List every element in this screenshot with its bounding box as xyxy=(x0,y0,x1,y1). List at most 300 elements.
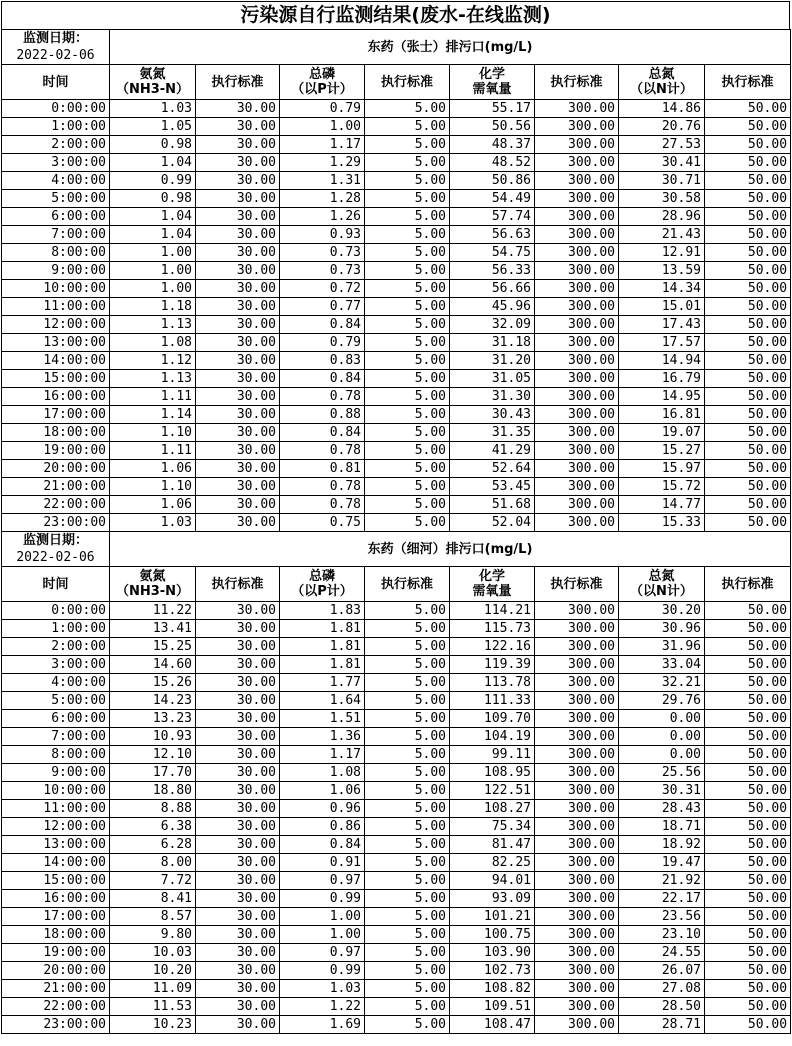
cell-total-nitrogen: 15.01 xyxy=(619,298,705,316)
cell-ammonia-standard: 30.00 xyxy=(196,478,280,496)
cell-cod: 32.09 xyxy=(450,316,535,334)
table-row xyxy=(2,872,791,890)
cell-ammonia-nitrogen: 1.18 xyxy=(110,298,196,316)
cell-ammonia-nitrogen: 0.98 xyxy=(110,190,196,208)
table-row xyxy=(2,100,791,118)
cell-cod-standard: 300.00 xyxy=(535,514,619,532)
cell-ammonia-nitrogen: 15.26 xyxy=(110,674,196,692)
cell-total-nitrogen: 30.96 xyxy=(619,620,705,638)
cell-nitrogen-standard: 50.00 xyxy=(705,352,791,370)
cell-time: 3:00:00 xyxy=(2,656,110,674)
cell-time: 22:00:00 xyxy=(2,496,110,514)
monitor-date-value: 2022-02-06 xyxy=(16,48,95,63)
cell-nitrogen-standard: 50.00 xyxy=(705,692,791,710)
cell-time: 12:00:00 xyxy=(2,818,110,836)
cell-cod: 82.25 xyxy=(450,854,535,872)
cell-total-phosphorus: 0.84 xyxy=(280,316,365,334)
cell-time: 0:00:00 xyxy=(2,100,110,118)
cell-cod-standard: 300.00 xyxy=(535,800,619,818)
cell-total-phosphorus: 0.78 xyxy=(280,442,365,460)
cell-total-nitrogen: 20.76 xyxy=(619,118,705,136)
cell-time: 14:00:00 xyxy=(2,854,110,872)
cell-ammonia-nitrogen: 14.60 xyxy=(110,656,196,674)
table-row xyxy=(2,890,791,908)
cell-total-phosphorus: 0.96 xyxy=(280,800,365,818)
column-header-nitrogen-standard: 执行标准 xyxy=(705,65,791,100)
cell-time: 17:00:00 xyxy=(2,406,110,424)
cell-ammonia-standard: 30.00 xyxy=(196,674,280,692)
cell-total-phosphorus: 0.99 xyxy=(280,962,365,980)
cell-cod: 122.16 xyxy=(450,638,535,656)
cell-ammonia-nitrogen: 10.93 xyxy=(110,728,196,746)
cell-total-nitrogen: 30.58 xyxy=(619,190,705,208)
table-row xyxy=(2,496,791,514)
cell-phosphorus-standard: 5.00 xyxy=(365,334,450,352)
cell-total-nitrogen: 27.08 xyxy=(619,980,705,998)
cell-nitrogen-standard: 50.00 xyxy=(705,602,791,620)
cell-cod-standard: 300.00 xyxy=(535,926,619,944)
cell-ammonia-nitrogen: 1.05 xyxy=(110,118,196,136)
cell-ammonia-nitrogen: 10.23 xyxy=(110,1016,196,1034)
cell-nitrogen-standard: 50.00 xyxy=(705,1016,791,1034)
table-row xyxy=(2,602,791,620)
cell-time: 7:00:00 xyxy=(2,728,110,746)
cell-nitrogen-standard: 50.00 xyxy=(705,280,791,298)
cell-nitrogen-standard: 50.00 xyxy=(705,118,791,136)
cell-cod: 56.66 xyxy=(450,280,535,298)
table-row xyxy=(2,172,791,190)
cell-cod: 119.39 xyxy=(450,656,535,674)
cell-cod: 31.35 xyxy=(450,424,535,442)
column-header-cod: 化学 需氧量 xyxy=(450,65,535,100)
cell-time: 9:00:00 xyxy=(2,764,110,782)
cell-nitrogen-standard: 50.00 xyxy=(705,478,791,496)
table-row xyxy=(2,656,791,674)
cell-total-phosphorus: 0.78 xyxy=(280,478,365,496)
cell-phosphorus-standard: 5.00 xyxy=(365,154,450,172)
cell-cod: 94.01 xyxy=(450,872,535,890)
column-header-time: 时间 xyxy=(2,567,110,602)
cell-phosphorus-standard: 5.00 xyxy=(365,746,450,764)
cell-ammonia-standard: 30.00 xyxy=(196,406,280,424)
table-row xyxy=(2,854,791,872)
table-row xyxy=(2,298,791,316)
cell-ammonia-nitrogen: 1.11 xyxy=(110,442,196,460)
table-row xyxy=(2,442,791,460)
table-row xyxy=(2,118,791,136)
cell-ammonia-nitrogen: 8.00 xyxy=(110,854,196,872)
cell-cod: 109.51 xyxy=(450,998,535,1016)
cell-ammonia-nitrogen: 1.12 xyxy=(110,352,196,370)
cell-ammonia-nitrogen: 8.88 xyxy=(110,800,196,818)
table-row xyxy=(2,352,791,370)
cell-total-nitrogen: 28.43 xyxy=(619,800,705,818)
cell-cod-standard: 300.00 xyxy=(535,692,619,710)
cell-cod: 56.33 xyxy=(450,262,535,280)
cell-nitrogen-standard: 50.00 xyxy=(705,334,791,352)
cell-phosphorus-standard: 5.00 xyxy=(365,962,450,980)
cell-nitrogen-standard: 50.00 xyxy=(705,100,791,118)
cell-cod-standard: 300.00 xyxy=(535,172,619,190)
cell-nitrogen-standard: 50.00 xyxy=(705,710,791,728)
table-row xyxy=(2,800,791,818)
cell-total-nitrogen: 25.56 xyxy=(619,764,705,782)
column-header-row xyxy=(2,65,791,100)
cell-total-nitrogen: 18.71 xyxy=(619,818,705,836)
cell-total-nitrogen: 19.47 xyxy=(619,854,705,872)
cell-phosphorus-standard: 5.00 xyxy=(365,460,450,478)
cell-total-nitrogen: 24.55 xyxy=(619,944,705,962)
cell-ammonia-standard: 30.00 xyxy=(196,638,280,656)
cell-ammonia-nitrogen: 0.98 xyxy=(110,136,196,154)
cell-time: 18:00:00 xyxy=(2,424,110,442)
cell-cod: 104.19 xyxy=(450,728,535,746)
cell-total-phosphorus: 1.64 xyxy=(280,692,365,710)
cell-phosphorus-standard: 5.00 xyxy=(365,872,450,890)
monitor-date-cell xyxy=(2,532,110,567)
cell-ammonia-standard: 30.00 xyxy=(196,926,280,944)
cell-ammonia-standard: 30.00 xyxy=(196,298,280,316)
cell-ammonia-nitrogen: 11.22 xyxy=(110,602,196,620)
cell-ammonia-standard: 30.00 xyxy=(196,908,280,926)
table-row xyxy=(2,1016,791,1034)
table-row xyxy=(2,514,791,532)
cell-cod: 101.21 xyxy=(450,908,535,926)
cell-cod: 31.18 xyxy=(450,334,535,352)
cell-cod: 75.34 xyxy=(450,818,535,836)
cell-ammonia-nitrogen: 1.14 xyxy=(110,406,196,424)
cell-total-phosphorus: 1.03 xyxy=(280,980,365,998)
cell-nitrogen-standard: 50.00 xyxy=(705,496,791,514)
cell-ammonia-nitrogen: 10.20 xyxy=(110,962,196,980)
cell-ammonia-nitrogen: 13.41 xyxy=(110,620,196,638)
cell-cod-standard: 300.00 xyxy=(535,674,619,692)
cell-ammonia-standard: 30.00 xyxy=(196,208,280,226)
cell-nitrogen-standard: 50.00 xyxy=(705,514,791,532)
cell-cod-standard: 300.00 xyxy=(535,496,619,514)
cell-ammonia-nitrogen: 1.13 xyxy=(110,370,196,388)
cell-cod: 31.05 xyxy=(450,370,535,388)
cell-phosphorus-standard: 5.00 xyxy=(365,602,450,620)
cell-nitrogen-standard: 50.00 xyxy=(705,638,791,656)
table-row xyxy=(2,620,791,638)
cell-ammonia-standard: 30.00 xyxy=(196,872,280,890)
cell-total-phosphorus: 0.73 xyxy=(280,262,365,280)
cell-time: 15:00:00 xyxy=(2,872,110,890)
column-header-phosphorus-standard: 执行标准 xyxy=(365,567,450,602)
cell-phosphorus-standard: 5.00 xyxy=(365,800,450,818)
cell-ammonia-standard: 30.00 xyxy=(196,388,280,406)
cell-total-nitrogen: 30.31 xyxy=(619,782,705,800)
cell-phosphorus-standard: 5.00 xyxy=(365,298,450,316)
cell-total-nitrogen: 0.00 xyxy=(619,746,705,764)
cell-time: 21:00:00 xyxy=(2,478,110,496)
cell-cod: 100.75 xyxy=(450,926,535,944)
cell-time: 6:00:00 xyxy=(2,208,110,226)
cell-total-phosphorus: 0.73 xyxy=(280,244,365,262)
cell-total-phosphorus: 1.36 xyxy=(280,728,365,746)
column-header-total-nitrogen: 总氮 （以N计） xyxy=(619,567,705,602)
cell-total-nitrogen: 16.81 xyxy=(619,406,705,424)
cell-ammonia-nitrogen: 1.06 xyxy=(110,496,196,514)
cell-total-phosphorus: 0.75 xyxy=(280,514,365,532)
cell-time: 10:00:00 xyxy=(2,782,110,800)
cell-total-nitrogen: 14.94 xyxy=(619,352,705,370)
cell-phosphorus-standard: 5.00 xyxy=(365,442,450,460)
cell-ammonia-nitrogen: 11.53 xyxy=(110,998,196,1016)
cell-cod: 111.33 xyxy=(450,692,535,710)
cell-cod-standard: 300.00 xyxy=(535,764,619,782)
cell-nitrogen-standard: 50.00 xyxy=(705,620,791,638)
cell-cod: 31.30 xyxy=(450,388,535,406)
cell-ammonia-nitrogen: 9.80 xyxy=(110,926,196,944)
report-title: 污染源自行监测结果(废水-在线监测) xyxy=(1,1,790,29)
cell-phosphorus-standard: 5.00 xyxy=(365,208,450,226)
cell-ammonia-standard: 30.00 xyxy=(196,442,280,460)
cell-cod: 108.95 xyxy=(450,764,535,782)
table-row xyxy=(2,926,791,944)
cell-cod-standard: 300.00 xyxy=(535,334,619,352)
cell-phosphorus-standard: 5.00 xyxy=(365,424,450,442)
column-header-total-phosphorus: 总磷 （以P计） xyxy=(280,65,365,100)
cell-total-nitrogen: 16.79 xyxy=(619,370,705,388)
cell-time: 7:00:00 xyxy=(2,226,110,244)
cell-cod: 45.96 xyxy=(450,298,535,316)
cell-phosphorus-standard: 5.00 xyxy=(365,370,450,388)
cell-phosphorus-standard: 5.00 xyxy=(365,352,450,370)
cell-phosphorus-standard: 5.00 xyxy=(365,118,450,136)
table-row xyxy=(2,478,791,496)
table-row xyxy=(2,424,791,442)
cell-ammonia-nitrogen: 1.03 xyxy=(110,514,196,532)
cell-cod-standard: 300.00 xyxy=(535,136,619,154)
cell-time: 8:00:00 xyxy=(2,746,110,764)
cell-cod-standard: 300.00 xyxy=(535,980,619,998)
cell-phosphorus-standard: 5.00 xyxy=(365,388,450,406)
cell-total-phosphorus: 0.77 xyxy=(280,298,365,316)
cell-nitrogen-standard: 50.00 xyxy=(705,944,791,962)
cell-phosphorus-standard: 5.00 xyxy=(365,136,450,154)
cell-cod: 108.27 xyxy=(450,800,535,818)
cell-cod: 115.73 xyxy=(450,620,535,638)
cell-phosphorus-standard: 5.00 xyxy=(365,638,450,656)
cell-total-phosphorus: 0.91 xyxy=(280,854,365,872)
cell-nitrogen-standard: 50.00 xyxy=(705,872,791,890)
outlet-name: 东药（细河）排污口(mg/L) xyxy=(110,532,791,567)
cell-cod-standard: 300.00 xyxy=(535,100,619,118)
cell-total-nitrogen: 17.57 xyxy=(619,334,705,352)
cell-cod: 41.29 xyxy=(450,442,535,460)
cell-cod: 102.73 xyxy=(450,962,535,980)
cell-time: 5:00:00 xyxy=(2,692,110,710)
column-header-ammonia-nitrogen: 氨氮 （NH3-N） xyxy=(110,567,196,602)
cell-ammonia-standard: 30.00 xyxy=(196,944,280,962)
cell-total-phosphorus: 1.06 xyxy=(280,782,365,800)
cell-ammonia-standard: 30.00 xyxy=(196,424,280,442)
table-row xyxy=(2,836,791,854)
cell-ammonia-nitrogen: 1.13 xyxy=(110,316,196,334)
cell-time: 14:00:00 xyxy=(2,352,110,370)
cell-phosphorus-standard: 5.00 xyxy=(365,818,450,836)
cell-cod: 54.75 xyxy=(450,244,535,262)
cell-ammonia-standard: 30.00 xyxy=(196,244,280,262)
monitoring-table xyxy=(1,29,791,1034)
cell-cod-standard: 300.00 xyxy=(535,118,619,136)
cell-cod: 93.09 xyxy=(450,890,535,908)
cell-nitrogen-standard: 50.00 xyxy=(705,388,791,406)
cell-cod-standard: 300.00 xyxy=(535,478,619,496)
cell-time: 19:00:00 xyxy=(2,442,110,460)
cell-cod-standard: 300.00 xyxy=(535,154,619,172)
cell-nitrogen-standard: 50.00 xyxy=(705,782,791,800)
cell-total-phosphorus: 1.51 xyxy=(280,710,365,728)
cell-nitrogen-standard: 50.00 xyxy=(705,208,791,226)
cell-total-nitrogen: 14.34 xyxy=(619,280,705,298)
cell-cod-standard: 300.00 xyxy=(535,1016,619,1034)
cell-nitrogen-standard: 50.00 xyxy=(705,226,791,244)
cell-nitrogen-standard: 50.00 xyxy=(705,890,791,908)
cell-cod: 55.17 xyxy=(450,100,535,118)
cell-ammonia-nitrogen: 10.03 xyxy=(110,944,196,962)
cell-phosphorus-standard: 5.00 xyxy=(365,514,450,532)
cell-total-phosphorus: 0.86 xyxy=(280,818,365,836)
cell-ammonia-standard: 30.00 xyxy=(196,352,280,370)
monitor-date-label: 监测日期： xyxy=(22,31,88,46)
cell-time: 20:00:00 xyxy=(2,962,110,980)
cell-ammonia-standard: 30.00 xyxy=(196,692,280,710)
cell-cod: 113.78 xyxy=(450,674,535,692)
cell-cod-standard: 300.00 xyxy=(535,656,619,674)
cell-total-phosphorus: 0.93 xyxy=(280,226,365,244)
column-header-phosphorus-standard: 执行标准 xyxy=(365,65,450,100)
cell-cod: 109.70 xyxy=(450,710,535,728)
table-row xyxy=(2,136,791,154)
cell-time: 23:00:00 xyxy=(2,1016,110,1034)
cell-ammonia-nitrogen: 7.72 xyxy=(110,872,196,890)
cell-ammonia-standard: 30.00 xyxy=(196,656,280,674)
cell-total-phosphorus: 1.00 xyxy=(280,908,365,926)
cell-cod: 30.43 xyxy=(450,406,535,424)
cell-phosphorus-standard: 5.00 xyxy=(365,478,450,496)
cell-cod-standard: 300.00 xyxy=(535,280,619,298)
cell-phosphorus-standard: 5.00 xyxy=(365,854,450,872)
cell-total-phosphorus: 1.81 xyxy=(280,620,365,638)
cell-total-nitrogen: 31.96 xyxy=(619,638,705,656)
cell-total-nitrogen: 0.00 xyxy=(619,710,705,728)
cell-ammonia-nitrogen: 8.41 xyxy=(110,890,196,908)
cell-time: 6:00:00 xyxy=(2,710,110,728)
table-row xyxy=(2,674,791,692)
cell-cod: 56.63 xyxy=(450,226,535,244)
cell-total-nitrogen: 14.95 xyxy=(619,388,705,406)
cell-total-nitrogen: 33.04 xyxy=(619,656,705,674)
cell-nitrogen-standard: 50.00 xyxy=(705,460,791,478)
cell-time: 2:00:00 xyxy=(2,638,110,656)
table-row xyxy=(2,370,791,388)
cell-total-phosphorus: 1.22 xyxy=(280,998,365,1016)
cell-ammonia-standard: 30.00 xyxy=(196,316,280,334)
cell-phosphorus-standard: 5.00 xyxy=(365,100,450,118)
table-row xyxy=(2,460,791,478)
cell-nitrogen-standard: 50.00 xyxy=(705,836,791,854)
cell-time: 17:00:00 xyxy=(2,908,110,926)
cell-total-phosphorus: 0.97 xyxy=(280,872,365,890)
cell-ammonia-nitrogen: 15.25 xyxy=(110,638,196,656)
cell-cod: 99.11 xyxy=(450,746,535,764)
cell-ammonia-nitrogen: 1.10 xyxy=(110,424,196,442)
cell-nitrogen-standard: 50.00 xyxy=(705,136,791,154)
cell-time: 11:00:00 xyxy=(2,800,110,818)
cell-time: 18:00:00 xyxy=(2,926,110,944)
cell-cod: 108.82 xyxy=(450,980,535,998)
cell-total-nitrogen: 21.92 xyxy=(619,872,705,890)
cell-nitrogen-standard: 50.00 xyxy=(705,406,791,424)
cell-ammonia-nitrogen: 12.10 xyxy=(110,746,196,764)
table-row xyxy=(2,388,791,406)
cell-nitrogen-standard: 50.00 xyxy=(705,154,791,172)
cell-ammonia-standard: 30.00 xyxy=(196,764,280,782)
cell-total-phosphorus: 1.83 xyxy=(280,602,365,620)
column-header-ammonia-nitrogen: 氨氮 （NH3-N） xyxy=(110,65,196,100)
cell-cod-standard: 300.00 xyxy=(535,890,619,908)
cell-time: 15:00:00 xyxy=(2,370,110,388)
column-header-cod-standard: 执行标准 xyxy=(535,65,619,100)
table-row xyxy=(2,764,791,782)
cell-ammonia-nitrogen: 1.11 xyxy=(110,388,196,406)
cell-ammonia-nitrogen: 1.08 xyxy=(110,334,196,352)
cell-time: 22:00:00 xyxy=(2,998,110,1016)
cell-total-nitrogen: 15.97 xyxy=(619,460,705,478)
cell-ammonia-standard: 30.00 xyxy=(196,854,280,872)
cell-time: 11:00:00 xyxy=(2,298,110,316)
cell-time: 8:00:00 xyxy=(2,244,110,262)
cell-total-phosphorus: 0.84 xyxy=(280,370,365,388)
table-row xyxy=(2,692,791,710)
table-row xyxy=(2,980,791,998)
cell-cod-standard: 300.00 xyxy=(535,836,619,854)
cell-total-phosphorus: 0.72 xyxy=(280,280,365,298)
cell-total-nitrogen: 21.43 xyxy=(619,226,705,244)
cell-total-nitrogen: 14.77 xyxy=(619,496,705,514)
cell-cod-standard: 300.00 xyxy=(535,406,619,424)
cell-total-phosphorus: 1.26 xyxy=(280,208,365,226)
cell-phosphorus-standard: 5.00 xyxy=(365,280,450,298)
cell-ammonia-standard: 30.00 xyxy=(196,998,280,1016)
cell-cod-standard: 300.00 xyxy=(535,710,619,728)
cell-total-phosphorus: 1.00 xyxy=(280,926,365,944)
cell-ammonia-standard: 30.00 xyxy=(196,620,280,638)
cell-ammonia-standard: 30.00 xyxy=(196,1016,280,1034)
cell-cod-standard: 300.00 xyxy=(535,746,619,764)
cell-phosphorus-standard: 5.00 xyxy=(365,890,450,908)
cell-nitrogen-standard: 50.00 xyxy=(705,442,791,460)
cell-ammonia-nitrogen: 8.57 xyxy=(110,908,196,926)
cell-ammonia-standard: 30.00 xyxy=(196,190,280,208)
cell-phosphorus-standard: 5.00 xyxy=(365,692,450,710)
cell-phosphorus-standard: 5.00 xyxy=(365,728,450,746)
cell-cod: 48.52 xyxy=(450,154,535,172)
cell-cod-standard: 300.00 xyxy=(535,620,619,638)
monitor-date-label: 监测日期： xyxy=(22,533,88,548)
cell-phosphorus-standard: 5.00 xyxy=(365,226,450,244)
table-row xyxy=(2,746,791,764)
cell-total-nitrogen: 23.56 xyxy=(619,908,705,926)
cell-phosphorus-standard: 5.00 xyxy=(365,406,450,424)
cell-time: 9:00:00 xyxy=(2,262,110,280)
cell-ammonia-nitrogen: 1.06 xyxy=(110,460,196,478)
cell-cod-standard: 300.00 xyxy=(535,728,619,746)
cell-total-nitrogen: 28.96 xyxy=(619,208,705,226)
